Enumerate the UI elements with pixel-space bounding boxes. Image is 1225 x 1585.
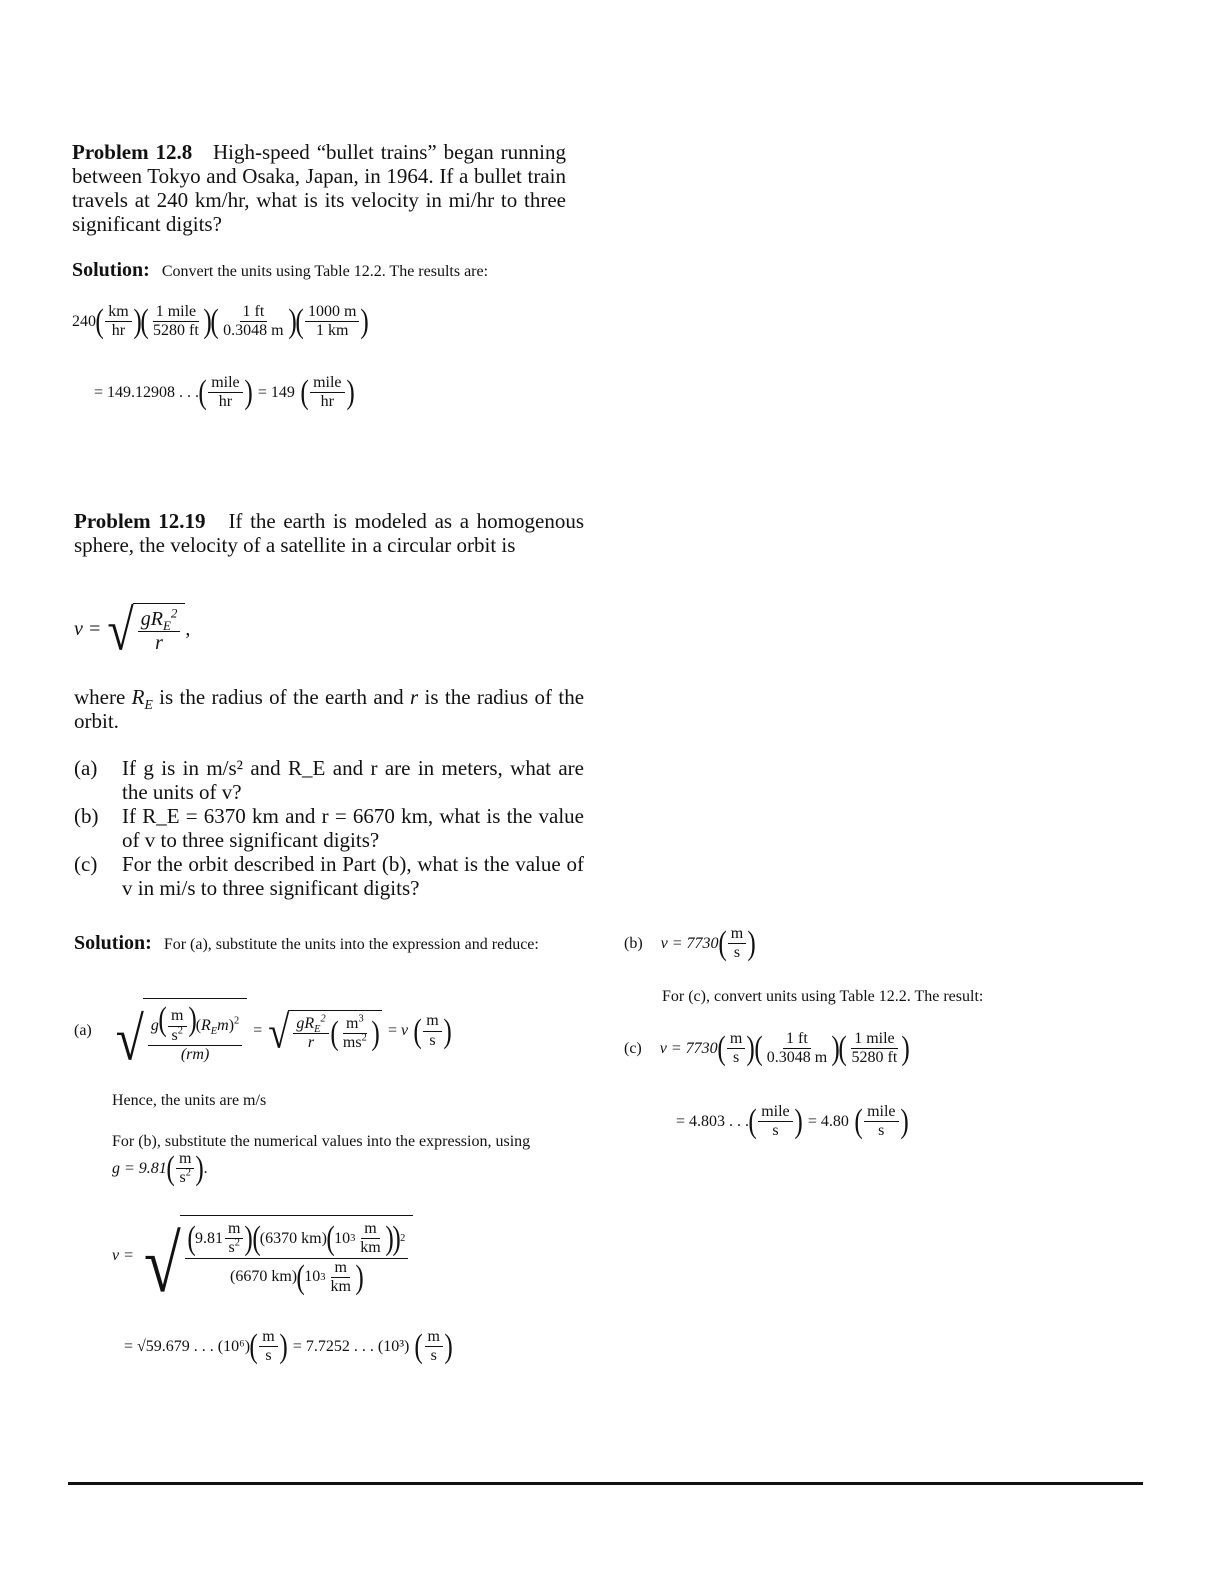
eq-term: s	[733, 944, 741, 962]
equation-b: v = √ ( 9.81 $\frac{m}{s^2}$ ) ( (6370 km) ( 10 3 $\frac{m}{km}$ ) ) 2 (6670 km) ( 10 3 $\frac{m}{km}$ )	[112, 1215, 413, 1297]
part-key: (b)	[74, 804, 99, 828]
equation-a: (a) √ g( $\frac{m}{s^2}$ )$(R_Em)^2$ (rm) = √ $\frac{gR_E^2}{r}$ ( $\frac{m^3}{ms^2}$ ) = v ( $\frac{m}{s}$ )	[74, 998, 451, 1065]
solution-text: Convert the units using Table 12.2. The results are:	[161, 263, 489, 280]
problem-parts	[74, 756, 584, 900]
eq-value: v = 7730	[659, 1039, 718, 1057]
footer-rule	[68, 1482, 1143, 1485]
where-part: where	[74, 685, 126, 709]
where-text: where $R_E$ is the radius of the earth and r is the radius of the orbit.	[74, 685, 585, 733]
eq-term: mile	[208, 374, 242, 393]
eq-value: = √59.679 . . . (10⁶)	[124, 1337, 251, 1355]
eq-term: 1000 m	[305, 303, 359, 322]
eq-term: (6670 km)	[229, 1268, 298, 1286]
problem-label: Problem 12.8	[72, 140, 193, 164]
eq-value: = 7.7252 . . . (10³)	[292, 1337, 410, 1355]
eq-term: 5280 ft	[153, 322, 199, 340]
b-intro	[112, 1133, 584, 1151]
eq-label: (b)	[624, 934, 643, 952]
eq-term: km	[105, 303, 131, 322]
problem-12-19	[74, 509, 584, 557]
eq-label: (a)	[74, 1022, 92, 1040]
part-b	[74, 804, 584, 852]
eq-label: (c)	[624, 1039, 642, 1057]
eq-value: = 149.12908 . . .	[94, 383, 200, 401]
c-intro: For (c), convert units using Table 12.2. The result:	[662, 988, 984, 1005]
eq-value: = 4.80	[807, 1112, 849, 1130]
eq-term: 1 mile	[851, 1030, 897, 1049]
eq-term: (6370 km)	[259, 1229, 327, 1247]
b-intro-text: For (b), substitute the numerical values into the expression, using	[112, 1133, 531, 1150]
part-a	[74, 756, 584, 804]
eq-term: hr	[218, 393, 233, 411]
hence-text: Hence, the units are m/s	[112, 1092, 267, 1109]
eq-term: 5280 ft	[851, 1049, 898, 1067]
formula-lhs: v =	[74, 617, 102, 640]
eq-term: 0.3048 m	[223, 322, 284, 340]
equation-b-result: = √59.679 . . . (10⁶) ( $\frac{m}{s}$ ) = 7.7252 . . . (10³) ( $\frac{m}{s}$ )	[124, 1328, 453, 1366]
part-text: For the orbit described in Part (b), what is the value of v in mi/s to three significant digits?	[122, 852, 584, 900]
eq-value: = 4.803 . . .	[676, 1112, 750, 1130]
eq-term: hr	[111, 322, 126, 340]
equation-1: 240 ( $\frac{km}{hr}$ ) ( $\frac{\text{1 mile}}{5280 ft}$ ) ( $\frac{1 ft}{0.3048 m}$ ) ( $\frac{1000 m}{1 km}$ )	[72, 303, 370, 341]
solution-label: Solution:	[74, 932, 152, 954]
eq-term: 1 ft	[240, 303, 268, 322]
problem-label: Problem 12.19	[74, 509, 206, 533]
solution-label: Solution:	[72, 259, 150, 281]
result-c-final: = 4.803 . . . ( $\frac{\text{mile}}{s}$ ) = 4.80 ( $\frac{\text{mile}}{s}$ )	[676, 1103, 909, 1141]
eq-term: 1 km	[316, 322, 349, 340]
eq-lhs: v =	[112, 1246, 134, 1264]
eq-value: = 149	[257, 383, 295, 401]
part-text: If g is in m/s² and R_E and r are in meters, what are the units of v?	[122, 756, 584, 804]
problem-text: High-speed “bullet trains” began running between Tokyo and Osaka, Japan, in 1964. If a bullet train travels at 240 km/hr, what is its velocity in mi/hr to three significant digits?	[72, 140, 566, 236]
where-part: is the radius of the earth and	[159, 685, 404, 709]
result-b: (b) v = 7730 ( $\frac{m}{s}$ )	[624, 925, 756, 963]
problem-text: If the earth is modeled as a homogenous sphere, the velocity of a satellite in a circular orbit is	[74, 509, 585, 557]
eq-term: m	[728, 925, 746, 944]
velocity-formula: v = √ $\frac{gR_E^2}{r}$ ,	[74, 599, 191, 663]
where-part: is the radius of the orbit.	[74, 685, 585, 733]
solution-1	[72, 259, 592, 282]
g-value: g = 9.81 ( $\frac{m}{s^2}$ ) .	[112, 1150, 208, 1188]
eq-value: v = 7730	[660, 934, 719, 952]
eq-term: 1 ft	[783, 1030, 811, 1049]
part-text: If R_E = 6370 km and r = 6670 km, what is the value of v to three significant digits?	[122, 804, 584, 852]
problem-12-8	[72, 140, 566, 236]
part-key: (c)	[74, 852, 98, 876]
solution-text: For (a), substitute the units into the expression and reduce:	[163, 936, 539, 953]
part-key: (a)	[74, 756, 98, 780]
equation-2: = 149.12908 . . . ( $\frac{\text{mile}}{hr}$ ) = 149 ( $\frac{\text{mile}}{hr}$ )	[94, 374, 355, 412]
eq-term: mile	[758, 1103, 792, 1122]
eq-term: hr	[320, 393, 334, 411]
part-c	[74, 852, 584, 900]
solution-2	[74, 931, 584, 957]
eq-term: 0.3048 m	[766, 1049, 828, 1067]
g-value-text: g = 9.81	[112, 1159, 167, 1177]
eq-term: mile	[310, 374, 344, 393]
result-c: (c) v = 7730 ( $\frac{m}{s}$ ) ( $\frac{1 ft}{0.3048 m}$ ) ( $\frac{\text{1 mile}}{5280 ft}$ )	[624, 1030, 911, 1068]
eq-term: 1 mile	[153, 303, 199, 322]
eq-lead: 240	[72, 312, 96, 330]
